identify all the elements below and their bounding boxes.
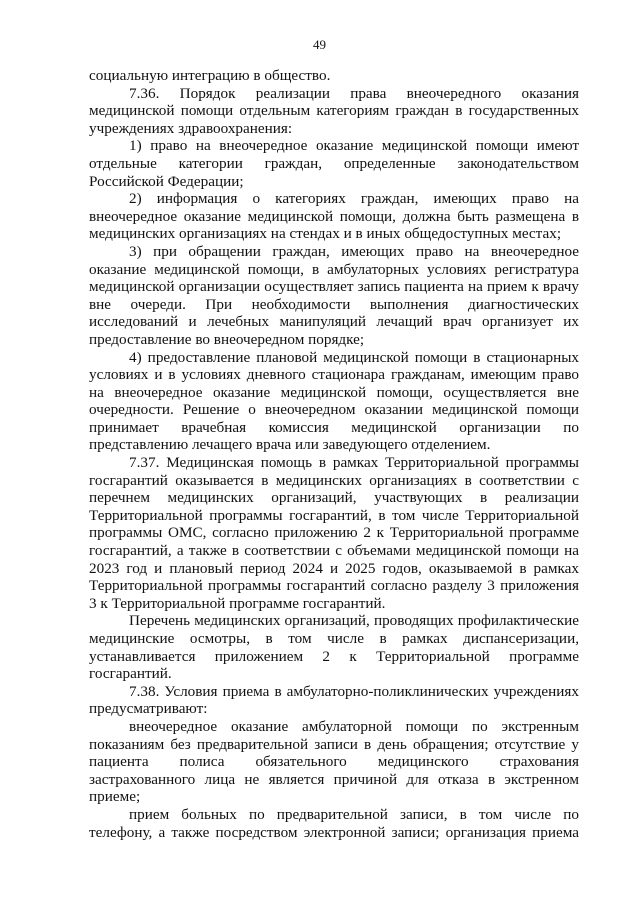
paragraph-7-37: 7.37. Медицинская помощь в рамках Территориальной программы госгарантий оказывается в медицинских организациях в соответствии с перечнем медицинских организаций, участвующих в реализации Территориальной программы госгарантий, в том числе Территориальной программы ОМС, согласно приложению 2 к Территориальной программе госгарантий, а также в соответствии с объемами медицинской помощи на 2023 год и плановый период 2024 и 2025 годов, оказываемой в рамках Территориальной программы госгарантий согласно разделу 3 приложения 3 к Территориальной программе госгарантий. bbox=[89, 454, 579, 612]
paragraph-list-of-organizations: Перечень медицинских организаций, проводящих профилактические медицинские осмотры, в том числе в рамках диспансеризации, устанавливается приложением 2 к Территориальной программе госгарантий. bbox=[89, 612, 579, 683]
paragraph-item-4: 4) предоставление плановой медицинской помощи в стационарных условиях и в условиях дневного стационара гражданам, имеющим право на внеочередное оказание медицинской помощи, осуществляется вне очередности. Решение о внеочередном оказании медицинской помощи принимает врачебная комиссия медицинской организации по представлению лечащего врача или заведующего отделением. bbox=[89, 348, 579, 454]
paragraph-urgent-care: внеочередное оказание амбулаторной помощи по экстренным показаниям без предварительной записи в день обращения; отсутствие у пациента полиса обязательного медицинского страхования застрахованного лица не является причиной для отказа в экстренном приеме; bbox=[89, 717, 579, 806]
paragraph-appointments: прием больных по предварительной записи, в том числе по телефону, а также посредством электронной записи; организация приема bbox=[89, 805, 579, 841]
paragraph-item-1: 1) право на внеочередное оказание медицинской помощи имеют отдельные категории граждан, определенные законодательством Российской Федерации; bbox=[89, 137, 579, 190]
page-body bbox=[89, 67, 579, 841]
paragraph-7-38: 7.38. Условия приема в амбулаторно-поликлинических учреждениях предусматривают: bbox=[89, 682, 579, 718]
paragraph-item-3: 3) при обращении граждан, имеющих право на внеочередное оказание медицинской помощи, в амбулаторных условиях регистратура медицинской организации осуществляет запись пациента на прием к врачу вне очереди. При необходимости выполнения диагностических исследований и лечебных манипуляций лечащий врач организует их предоставление во внеочередном порядке; bbox=[89, 242, 579, 348]
page-number: 49 bbox=[313, 37, 326, 52]
paragraph-continuation: социальную интеграцию в общество. bbox=[89, 67, 331, 84]
paragraph-7-36: 7.36. Порядок реализации права внеочередного оказания медицинской помощи отдельным категориям граждан в государственных учреждениях здравоохранения: bbox=[89, 84, 579, 137]
paragraph-item-2: 2) информация о категориях граждан, имеющих право на внеочередное оказание медицинской помощи, должна быть размещена в медицинских организациях на стендах и в иных общедоступных местах; bbox=[89, 190, 579, 243]
